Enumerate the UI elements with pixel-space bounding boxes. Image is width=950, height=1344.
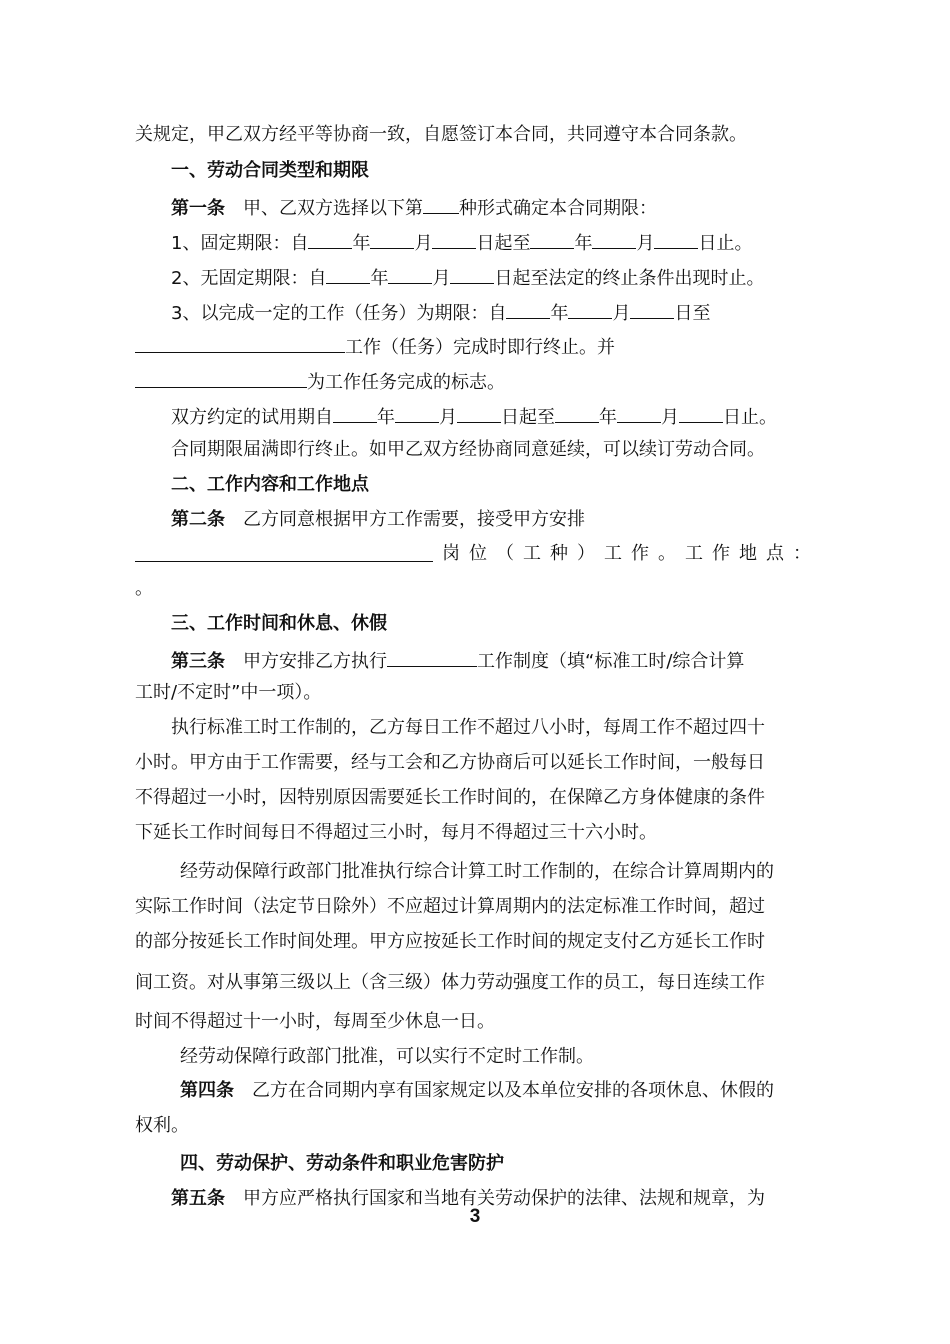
option-3-line-3 <box>135 368 505 395</box>
blank-field <box>395 403 439 423</box>
text: 日起至法定的终止条件出现时止。 <box>494 268 765 289</box>
blank-field <box>555 403 599 423</box>
spaced-char: 位 <box>469 543 487 564</box>
intro-line: 关规定，甲乙双方经平等协商一致，自愿签订本合同，共同遵守本合同条款。 <box>135 124 747 145</box>
article-label: 第三条 <box>171 651 225 672</box>
blank-field <box>308 229 352 249</box>
text: 双方约定的试用期自 <box>171 407 333 428</box>
option-2-open-term <box>171 264 764 291</box>
para-comprehensive-1: 经劳动保障行政部门批准执行综合计算工时工作制的，在综合计算周期内的 <box>180 861 774 882</box>
text: 乙方同意根据甲方工作需要，接受甲方安排 <box>243 509 585 530</box>
text: 1、固定期限：自 <box>171 233 309 254</box>
text: 乙方在合同期内享有国家规定以及本单位安排的各项休息、休假的 <box>252 1080 774 1101</box>
blank-field <box>333 403 377 423</box>
blank-field <box>135 333 345 353</box>
spaced-char: 工 <box>604 543 622 564</box>
text: 日起至 <box>501 407 555 428</box>
page-number: 3 <box>469 1206 481 1227</box>
blank-field <box>592 229 636 249</box>
article-3 <box>171 647 744 674</box>
trial-period <box>171 403 777 430</box>
text: 日止。 <box>698 233 753 254</box>
spaced-char: ） <box>577 543 595 564</box>
section-heading-3: 三、工作时间和休息、休假 <box>171 613 387 634</box>
text: 月 <box>432 268 451 289</box>
article-label: 第二条 <box>171 509 225 530</box>
text: 2、无固定期限：自 <box>171 268 327 289</box>
option-1-fixed-term <box>171 229 752 256</box>
section-heading-1: 一、劳动合同类型和期限 <box>171 160 369 181</box>
spaced-char: 工 <box>685 543 703 564</box>
spaced-char: 作 <box>631 543 649 564</box>
blank-field <box>135 542 433 562</box>
text: 工作制度（填“标准工时/综合计算 <box>477 651 745 672</box>
article-2-line-2 <box>135 542 811 566</box>
text: 月 <box>661 407 679 428</box>
text: 年 <box>377 407 395 428</box>
text: 种形式确定本合同期限： <box>459 198 657 219</box>
blank-field <box>568 299 612 319</box>
article-label: 第一条 <box>171 198 225 219</box>
justified-line <box>135 542 811 566</box>
text: 月 <box>612 303 631 324</box>
blank-field <box>423 194 459 214</box>
text: 日起至 <box>476 233 531 254</box>
blank-field <box>457 403 501 423</box>
article-label: 第五条 <box>171 1188 225 1209</box>
blank-field <box>370 229 414 249</box>
article-label: 第四条 <box>180 1080 234 1101</box>
section-heading-4: 四、劳动保护、劳动条件和职业危害防护 <box>180 1153 504 1174</box>
spaced-char: ： <box>793 543 811 564</box>
text: 年 <box>370 268 389 289</box>
spaced-char: 。 <box>658 543 676 564</box>
blank-field <box>617 403 661 423</box>
text: 3、以完成一定的工作（任务）为期限：自 <box>171 303 507 324</box>
option-3-line-2 <box>135 333 615 360</box>
spaced-char: 作 <box>712 543 730 564</box>
article-1 <box>171 194 657 221</box>
blank-field <box>679 403 723 423</box>
blank-field <box>432 229 476 249</box>
spaced-char: 点 <box>766 543 784 564</box>
para-comprehensive-2: 实际工作时间（法定节日除外）不应超过计算周期内的法定标准工作时间，超过 <box>135 896 765 917</box>
para-comprehensive-5: 时间不得超过十一小时，每周至少休息一日。 <box>135 1011 495 1032</box>
blank-field <box>530 229 574 249</box>
option-3-task-term <box>171 299 710 326</box>
text: 月 <box>414 233 433 254</box>
article-4 <box>180 1079 774 1103</box>
article-4-line-2: 权利。 <box>135 1115 189 1136</box>
blank-field <box>387 647 477 667</box>
para-comprehensive-3: 的部分按延长工作时间处理。甲方应按延长工作时间的规定支付乙方延长工作时 <box>135 931 765 952</box>
para-comprehensive-4: 间工资。对从事第三级以上（含三级）体力劳动强度工作的员工，每日连续工作 <box>135 972 765 993</box>
para-flexible-hours: 经劳动保障行政部门批准，可以实行不定时工作制。 <box>180 1046 594 1067</box>
blank-field <box>654 229 698 249</box>
text: 年 <box>550 303 569 324</box>
text: 年 <box>574 233 593 254</box>
text: 甲方应严格执行国家和当地有关劳动保护的法律、法规和规章，为 <box>243 1188 765 1209</box>
article-2-line-3: 。 <box>135 578 153 599</box>
article-3-line-2: 工时/不定时”中一项）。 <box>135 682 322 703</box>
blank-field <box>326 264 370 284</box>
text: 月 <box>636 233 655 254</box>
blank-field <box>388 264 432 284</box>
text: 年 <box>599 407 617 428</box>
spaced-char: 岗 <box>442 543 460 564</box>
text: 甲方安排乙方执行 <box>243 651 387 672</box>
text: 甲、乙双方选择以下第 <box>243 198 423 219</box>
text: 为工作任务完成的标志。 <box>307 372 505 393</box>
text: 日止。 <box>723 407 777 428</box>
text: 月 <box>439 407 457 428</box>
para-standard-hours-2: 小时。甲方由于工作需要，经与工会和乙方协商后可以延长工作时间，一般每日 <box>135 752 765 773</box>
para-standard-hours-3: 不得超过一小时，因特别原因需要延长工作时间的，在保障乙方身体健康的条件 <box>135 787 765 808</box>
spaced-char: （ <box>496 543 514 564</box>
spaced-char: 地 <box>739 543 757 564</box>
expiry-line: 合同期限届满即行终止。如甲乙双方经协商同意延续，可以续订劳动合同。 <box>171 439 765 460</box>
article-2 <box>171 508 585 532</box>
section-heading-2: 二、工作内容和工作地点 <box>171 474 369 495</box>
blank-field <box>630 299 674 319</box>
blank-field <box>506 299 550 319</box>
para-standard-hours-4: 下延长工作时间每日不得超过三小时，每月不得超过三十六小时。 <box>135 822 657 843</box>
para-standard-hours-1: 执行标准工时工作制的，乙方每日工作不超过八小时，每周工作不超过四十 <box>171 717 765 738</box>
text: 日至 <box>674 303 711 324</box>
blank-field <box>450 264 494 284</box>
spaced-char: 种 <box>550 543 568 564</box>
blank-field <box>135 368 307 388</box>
spaced-char: 工 <box>523 543 541 564</box>
text: 年 <box>352 233 371 254</box>
text: 工作（任务）完成时即行终止。并 <box>345 337 615 358</box>
